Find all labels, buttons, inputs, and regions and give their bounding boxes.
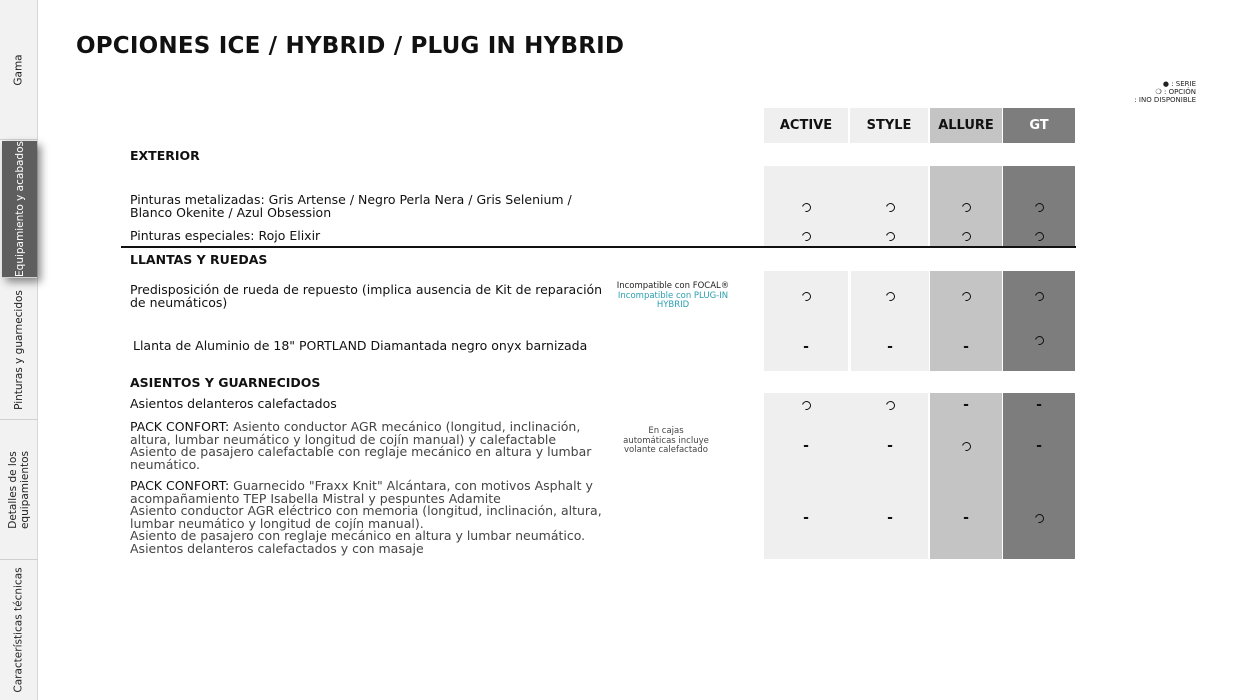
band-exterior-base <box>764 166 928 246</box>
not-available-mark: - <box>963 510 969 526</box>
sidebar-tab-label: Pinturas y guarnecidos <box>13 289 25 410</box>
legend <box>1134 80 1196 104</box>
sidebar-nav <box>0 0 38 700</box>
sidebar-tab-label: Características técnicas <box>13 567 26 693</box>
section-asientos: ASIENTOS Y GUARNECIDOS <box>130 375 321 390</box>
not-available-mark: - <box>803 438 809 454</box>
not-available-mark: - <box>803 339 809 355</box>
feature-line: Blanco Okenite / Azul Obsession <box>130 204 332 220</box>
feature-pack-confort-2 <box>130 480 602 555</box>
note-line-teal: Incompatible con PLUG-IN <box>617 290 729 301</box>
option-mark-icon <box>960 230 972 242</box>
feature-line: Pinturas especiales: Rojo Elixir <box>130 228 321 243</box>
band-llantas-allure <box>930 271 1002 371</box>
band-llantas-active <box>764 271 848 371</box>
option-mark-icon <box>1033 512 1045 524</box>
option-mark-icon <box>884 230 896 242</box>
option-mark-icon <box>960 440 972 452</box>
feature-line: Asiento de pasajero con reglaje mecánico en altura y lumbar neumático. <box>130 528 586 543</box>
feature-line: lumbar neumático y longitud de cojín manual). <box>130 515 424 531</box>
column-header-active: ACTIVE <box>764 108 848 143</box>
note-line: Incompatible con FOCAL® <box>616 281 730 291</box>
section-divider <box>121 246 1076 248</box>
note-line: automáticas incluye <box>623 435 709 446</box>
section-llantas: LLANTAS Y RUEDAS <box>130 252 268 267</box>
note-line-teal: HYBRID <box>656 300 690 310</box>
feature-asientos-calefactados <box>130 398 337 411</box>
not-available-mark: - <box>1036 438 1042 454</box>
option-mark-icon <box>800 201 812 213</box>
feature-pinturas-especiales <box>130 230 320 243</box>
option-mark-icon <box>1033 334 1045 346</box>
band-llantas-gt <box>1003 271 1075 371</box>
option-mark-icon <box>884 399 896 411</box>
pack-text: Guarnecido "Fraxx Knit" Alcántara, con motivos Asphalt y <box>229 478 593 493</box>
note-incompatible <box>612 282 734 311</box>
column-header-style: STYLE <box>850 108 928 143</box>
band-asientos-base <box>764 393 928 559</box>
not-available-mark: - <box>963 397 969 413</box>
column-header-gt: GT <box>1003 108 1075 143</box>
feature-line: de neumáticos) <box>130 294 228 310</box>
option-mark-icon <box>1033 201 1045 213</box>
legend-no-disponible: : INO DISPONIBLE <box>1134 96 1196 104</box>
pack-label: PACK CONFORT: <box>130 419 230 434</box>
section-exterior: EXTERIOR <box>130 148 200 163</box>
feature-line: Llanta de Aluminio de 18" PORTLAND Diamantada negro onyx barnizada <box>133 338 588 353</box>
sidebar-tab-detalles[interactable] <box>0 420 38 560</box>
pack-text: Asiento conductor AGR mecánico (longitud, inclinación, <box>229 419 581 434</box>
sidebar-tab-label: Gama <box>12 53 25 86</box>
option-mark-icon <box>1033 290 1045 302</box>
feature-rueda-repuesto <box>130 284 602 309</box>
band-llantas-style <box>851 271 929 371</box>
note-line: volante calefactado <box>624 445 708 455</box>
feature-line: altura, lumbar neumático y longitud de cojín manual) y calefactable <box>130 431 557 447</box>
sidebar-tab-label: Detalles de los equipamientos <box>7 450 32 529</box>
feature-llanta-18 <box>133 340 587 353</box>
option-mark-icon <box>800 230 812 242</box>
option-mark-icon <box>800 399 812 411</box>
sidebar-tab-caracteristicas[interactable] <box>0 560 38 700</box>
sidebar-tab-gama[interactable] <box>0 0 38 140</box>
column-header-allure: ALLURE <box>930 108 1002 143</box>
note-cajas-automaticas <box>612 427 720 456</box>
feature-line: Pinturas metalizadas: Gris Artense / Negro Perla Nera / Gris Selenium / <box>130 192 572 207</box>
feature-line: acompañamiento TEP Isabella Mistral y pespuntes Adamite <box>130 490 501 506</box>
feature-line: Asiento conductor AGR eléctrico con memoria (longitud, inclinación, altura, <box>130 503 602 518</box>
feature-line: Asientos delanteros calefactados y con masaje <box>130 540 424 556</box>
feature-line: Asientos delanteros calefactados <box>130 396 337 411</box>
option-mark-icon <box>1033 230 1045 242</box>
option-mark-icon <box>884 201 896 213</box>
band-asientos-gt <box>1003 393 1075 559</box>
feature-pack-confort-1 <box>130 421 591 471</box>
option-mark-icon <box>884 290 896 302</box>
page-title: OPCIONES ICE / HYBRID / PLUG IN HYBRID <box>76 33 625 59</box>
pack-label: PACK CONFORT: <box>130 478 230 493</box>
option-mark-icon <box>960 201 972 213</box>
feature-line: neumático. <box>130 456 201 472</box>
not-available-mark: - <box>803 510 809 526</box>
not-available-mark: - <box>963 339 969 355</box>
not-available-mark: - <box>887 510 893 526</box>
band-asientos-allure <box>930 393 1002 559</box>
option-mark-icon <box>800 290 812 302</box>
feature-pinturas-metalizadas <box>130 194 572 219</box>
not-available-mark: - <box>887 339 893 355</box>
feature-line: Asiento de pasajero calefactable con reglaje mecánico en altura y lumbar <box>130 444 592 459</box>
sidebar-tab-pinturas[interactable] <box>0 280 38 420</box>
not-available-mark: - <box>887 438 893 454</box>
legend-serie: ● : SERIE <box>1162 80 1196 88</box>
legend-opcion: ❍ : OPCIÓN <box>1155 88 1196 96</box>
sidebar-tab-label: Equipamiento y acabados <box>13 141 26 277</box>
option-mark-icon <box>960 290 972 302</box>
not-available-mark: - <box>1036 397 1042 413</box>
note-line: En cajas <box>648 426 684 436</box>
sidebar-tab-equipamiento[interactable] <box>2 141 37 278</box>
feature-line: Predisposición de rueda de repuesto (implica ausencia de Kit de reparación <box>130 282 603 297</box>
